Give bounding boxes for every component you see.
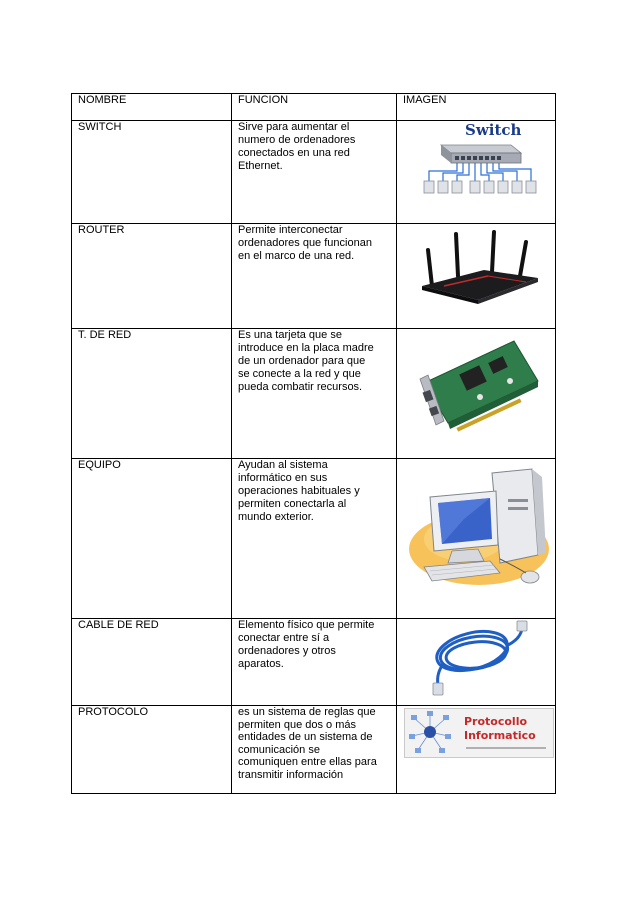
row-funcion [232, 224, 397, 329]
row-funcion [232, 706, 397, 794]
funcion-line: entidades de un sistema de [238, 731, 373, 743]
table-row [72, 619, 556, 706]
row-nombre: T. DE RED [72, 329, 232, 459]
row-nombre: PROTOCOLO [72, 706, 232, 794]
row-nombre: SWITCH [72, 121, 232, 224]
row-imagen [397, 619, 556, 706]
funcion-line: Sirve para aumentar el [238, 121, 350, 133]
network-switch-icon [419, 121, 539, 201]
funcion-line: se conecte a la red y que [238, 368, 361, 380]
computer-icon [404, 459, 554, 594]
row-imagen [397, 121, 556, 224]
table-row [72, 459, 556, 619]
table-row [72, 706, 556, 794]
funcion-line: pueda combatir recursos. [238, 381, 363, 393]
row-funcion [232, 619, 397, 706]
funcion-line: numero de ordenadores [238, 134, 356, 146]
funcion-line: permiten conectarla al [238, 498, 347, 510]
protocol-image-label: Informatico [464, 729, 536, 742]
row-nombre: EQUIPO [72, 459, 232, 619]
funcion-line: Ethernet. [238, 160, 283, 172]
row-funcion [232, 121, 397, 224]
funcion-line: es un sistema de reglas que [238, 706, 376, 718]
funcion-line: Es una tarjeta que se [238, 329, 342, 341]
funcion-line: ordenadores que funcionan [238, 237, 372, 249]
row-nombre: CABLE DE RED [72, 619, 232, 706]
funcion-line: en el marco de una red. [238, 250, 355, 262]
funcion-line: comunicación se [238, 743, 320, 756]
funcion-line: operaciones habituales y [238, 485, 360, 497]
row-nombre: ROUTER [72, 224, 232, 329]
funcion-line: Permite interconectar [238, 224, 343, 236]
table-header-row [72, 94, 556, 121]
funcion-line: permiten que dos o más [238, 718, 357, 731]
header-nombre: NOMBRE [72, 94, 232, 121]
row-imagen [397, 459, 556, 619]
table-row [72, 224, 556, 329]
funcion-line: mundo exterior. [238, 511, 314, 523]
header-funcion: FUNCION [232, 94, 397, 121]
table-row [72, 121, 556, 224]
funcion-line: de un ordenador para que [238, 355, 366, 367]
protocol-network-icon [404, 708, 554, 758]
funcion-line: conectados en una red [238, 147, 350, 159]
device-table [71, 93, 556, 794]
row-imagen [397, 706, 556, 794]
funcion-line: Elemento físico que permite [238, 619, 375, 631]
row-funcion [232, 459, 397, 619]
funcion-line: transmitir información [238, 768, 344, 781]
funcion-line: introduce en la placa madre [238, 342, 374, 354]
protocol-image-label: Protocollo [464, 715, 528, 728]
switch-image-label: Switch [465, 121, 522, 139]
funcion-line: comuniquen entre ellas para [238, 756, 377, 768]
funcion-line: informático en sus [238, 472, 328, 484]
funcion-line: aparatos. [238, 658, 284, 670]
row-funcion [232, 329, 397, 459]
row-imagen [397, 329, 556, 459]
router-icon [414, 224, 544, 309]
funcion-line: ordenadores y otros [238, 645, 336, 657]
network-card-icon [414, 329, 544, 439]
network-cable-icon [424, 619, 534, 699]
funcion-line: conectar entre sí a [238, 632, 330, 644]
funcion-line: Ayudan al sistema [238, 459, 328, 471]
header-imagen: IMAGEN [397, 94, 556, 121]
row-imagen [397, 224, 556, 329]
table-row [72, 329, 556, 459]
